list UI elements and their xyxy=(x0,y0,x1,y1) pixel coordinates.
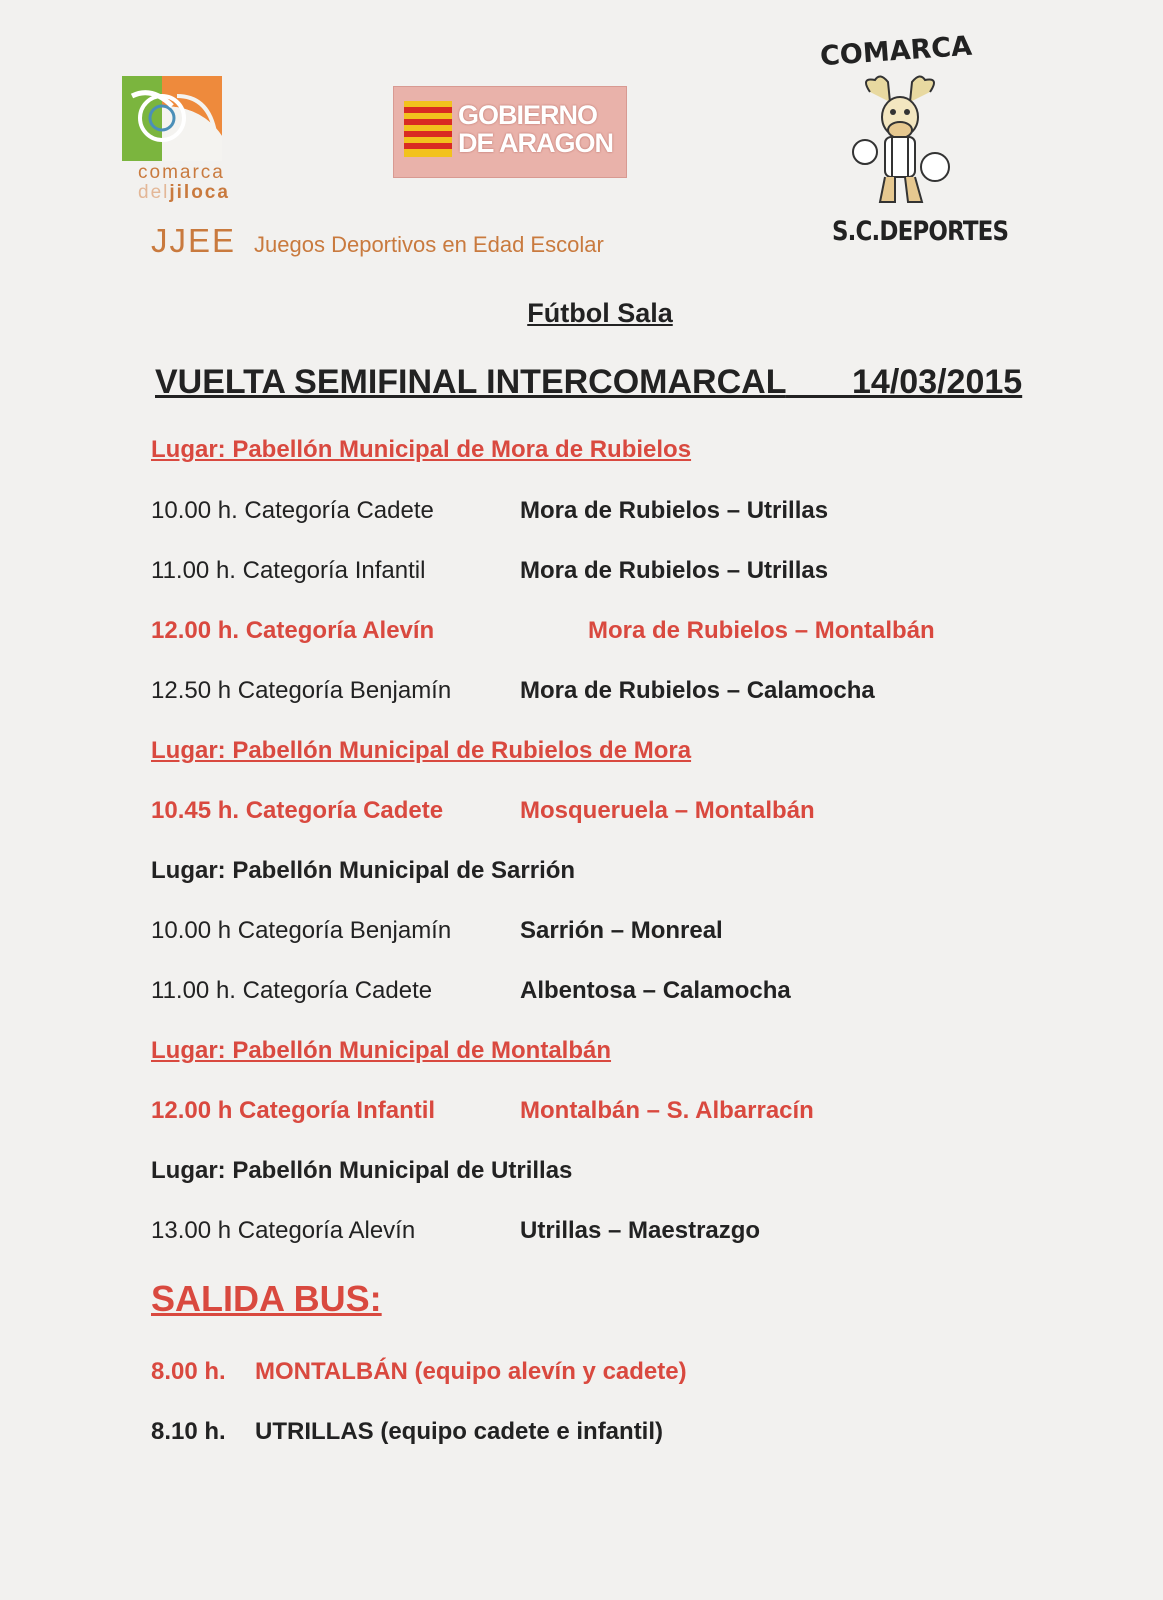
comarca-jiloca-logo xyxy=(122,66,272,216)
venue-utrillas: Lugar: Pabellón Municipal de Utrillas xyxy=(151,1157,573,1184)
match-row xyxy=(151,677,875,705)
match-row xyxy=(151,1097,814,1125)
gobierno-aragon-logo xyxy=(393,86,627,178)
bus-heading: SALIDA BUS: xyxy=(151,1278,382,1319)
match-time: 12.50 h Categoría Benjamín xyxy=(151,677,452,704)
match-teams: Sarrión – Monreal xyxy=(520,917,723,944)
comarca-top-text: COMARCA xyxy=(819,30,973,73)
bus-departure xyxy=(151,1418,663,1446)
aragon-line1: GOBIERNO xyxy=(458,100,598,130)
match-teams: Mosqueruela – Montalbán xyxy=(520,797,815,824)
match-row xyxy=(151,917,723,945)
jjee-heading xyxy=(151,222,604,260)
match-teams: Mora de Rubielos – Montalbán xyxy=(588,617,935,644)
bus-time: 8.00 h. xyxy=(151,1358,226,1385)
bus-departure xyxy=(151,1358,687,1386)
jiloca-name: jiloca xyxy=(169,182,230,203)
jiloca-emblem-icon xyxy=(122,66,232,166)
match-teams: Mora de Rubielos – Utrillas xyxy=(520,557,829,584)
bus-text: MONTALBÁN (equipo alevín y cadete) xyxy=(255,1358,687,1385)
jiloca-line1: comarca xyxy=(138,162,225,183)
venue-mora-de-rubielos: Lugar: Pabellón Municipal de Mora de Rubielos xyxy=(151,436,692,463)
match-teams: Mora de Rubielos – Utrillas xyxy=(520,497,829,524)
comarca-bottom-text: S.C.DEPORTES xyxy=(832,216,1009,247)
event-date: 14/03/2015 xyxy=(852,363,1023,401)
match-row xyxy=(151,977,791,1005)
venue-rubielos-de-mora: Lugar: Pabellón Municipal de Rubielos de Mora xyxy=(151,737,692,764)
sport-title: Fútbol Sala xyxy=(527,298,673,328)
match-time: 10.45 h. Categoría Cadete xyxy=(151,797,444,824)
match-teams: Utrillas – Maestrazgo xyxy=(520,1217,761,1244)
aragon-text xyxy=(458,101,613,157)
match-teams: Mora de Rubielos – Calamocha xyxy=(520,677,875,704)
comarca-deportes-logo xyxy=(819,30,1010,254)
match-time: 11.00 h. Categoría Cadete xyxy=(151,977,433,1004)
match-time: 11.00 h. Categoría Infantil xyxy=(151,557,426,584)
match-row xyxy=(151,557,829,585)
match-row xyxy=(151,497,829,525)
aragon-flag-icon xyxy=(404,101,452,157)
venue-montalban: Lugar: Pabellón Municipal de Montalbán xyxy=(151,1037,612,1064)
jjee-abbr: JJEE xyxy=(151,222,237,259)
match-time: 13.00 h Categoría Alevín xyxy=(151,1217,416,1244)
match-row xyxy=(151,617,935,645)
match-time: 10.00 h Categoría Benjamín xyxy=(151,917,452,944)
jiloca-line2 xyxy=(138,182,230,204)
venue-sarrion: Lugar: Pabellón Municipal de Sarrión xyxy=(151,857,576,884)
match-row xyxy=(151,1217,761,1245)
match-time: 12.00 h. Categoría Alevín xyxy=(151,617,435,644)
match-teams: Montalbán – S. Albarracín xyxy=(520,1097,814,1124)
match-time: 10.00 h. Categoría Cadete xyxy=(151,497,434,524)
jiloca-del: del xyxy=(138,182,170,203)
bus-time: 8.10 h. xyxy=(151,1418,226,1445)
jjee-description: Juegos Deportivos en Edad Escolar xyxy=(254,232,604,257)
match-row xyxy=(151,797,815,825)
match-teams: Albentosa – Calamocha xyxy=(520,977,791,1004)
moose-mascot-icon xyxy=(840,72,960,212)
main-title xyxy=(155,363,1022,402)
event-title: VUELTA SEMIFINAL INTERCOMARCAL xyxy=(155,363,786,401)
match-time: 12.00 h Categoría Infantil xyxy=(151,1097,436,1124)
aragon-line2: DE ARAGON xyxy=(458,128,614,158)
bus-text: UTRILLAS (equipo cadete e infantil) xyxy=(255,1418,664,1445)
